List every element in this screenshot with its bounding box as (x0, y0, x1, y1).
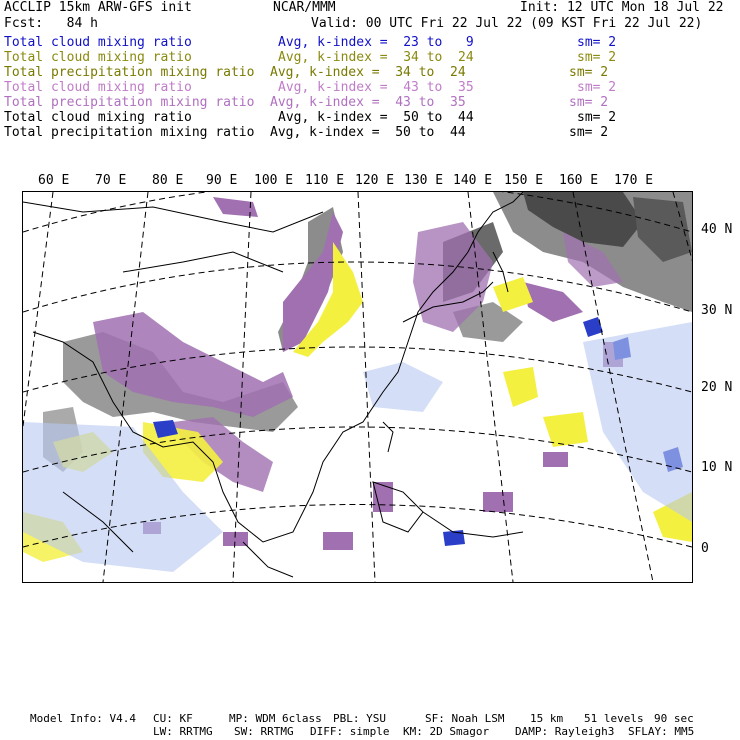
field-sm: sm= 2 (569, 65, 609, 80)
lon-label: 170 E (614, 173, 654, 188)
field-avg: Avg, k-index = 23 to 9 (278, 35, 474, 50)
lon-label: 120 E (355, 173, 395, 188)
field-sm: sm= 2 (577, 80, 617, 95)
field-sm: sm= 2 (569, 125, 609, 140)
map-canvas (23, 192, 692, 582)
footer-item: CU: KF (153, 712, 193, 725)
footer-item: 15 km (530, 712, 564, 725)
field-name: Total precipitation mixing ratio (4, 65, 255, 80)
field-name: Total precipitation mixing ratio (4, 125, 255, 140)
lon-label: 90 E (206, 173, 238, 188)
field-name: Total cloud mixing ratio (4, 35, 192, 50)
field-avg: Avg, k-index = 34 to 24 (270, 65, 466, 80)
forecast-hour: Fcst: 84 h (4, 16, 98, 31)
footer-item: SW: RRTMG (234, 725, 294, 738)
lat-label: 20 N (701, 380, 733, 395)
lon-label: 150 E (504, 173, 544, 188)
footer-item: LW: RRTMG (153, 725, 213, 738)
footer-item: MP: WDM 6class (229, 712, 322, 725)
footer-item: Model Info: V4.4 (30, 712, 136, 725)
lon-label: 60 E (38, 173, 70, 188)
valid-time: Valid: 00 UTC Fri 22 Jul 22 (09 KST Fri 22 Jul 22) (311, 16, 703, 31)
field-avg: Avg, k-index = 34 to 24 (278, 50, 474, 65)
field-sm: sm= 2 (569, 95, 609, 110)
init-time: Init: 12 UTC Mon 18 Jul 22 (520, 0, 724, 15)
lon-label: 70 E (95, 173, 127, 188)
lon-label: 140 E (453, 173, 493, 188)
plot-title: ACCLIP 15km ARW-GFS init (4, 0, 192, 15)
footer-item: 51 levels (584, 712, 644, 725)
lat-label: 30 N (701, 303, 733, 318)
footer-item: KM: 2D Smagor (403, 725, 490, 738)
center-label: NCAR/MMM (273, 0, 336, 15)
lat-label: 10 N (701, 460, 733, 475)
field-name: Total cloud mixing ratio (4, 110, 192, 125)
lon-label: 160 E (559, 173, 599, 188)
field-avg: Avg, k-index = 50 to 44 (270, 125, 466, 140)
field-sm: sm= 2 (577, 110, 617, 125)
lat-label: 40 N (701, 222, 733, 237)
lon-label: 80 E (152, 173, 184, 188)
footer-item: DAMP: Rayleigh3 (515, 725, 615, 738)
lon-label: 100 E (254, 173, 294, 188)
field-avg: Avg, k-index = 43 to 35 (270, 95, 466, 110)
footer-item: DIFF: simple (310, 725, 390, 738)
forecast-map (22, 191, 693, 583)
footer-item: 90 sec (654, 712, 694, 725)
field-sm: sm= 2 (577, 50, 617, 65)
footer-item: PBL: YSU (333, 712, 386, 725)
field-sm: sm= 2 (577, 35, 617, 50)
field-name: Total cloud mixing ratio (4, 80, 192, 95)
field-name: Total precipitation mixing ratio (4, 95, 255, 110)
field-avg: Avg, k-index = 50 to 44 (278, 110, 474, 125)
field-avg: Avg, k-index = 43 to 35 (278, 80, 474, 95)
footer-item: SF: Noah LSM (425, 712, 505, 725)
footer-item: SFLAY: MM5 (628, 725, 695, 738)
lon-label: 110 E (305, 173, 345, 188)
lon-label: 130 E (404, 173, 444, 188)
lat-label: 0 (701, 541, 709, 556)
field-name: Total cloud mixing ratio (4, 50, 192, 65)
